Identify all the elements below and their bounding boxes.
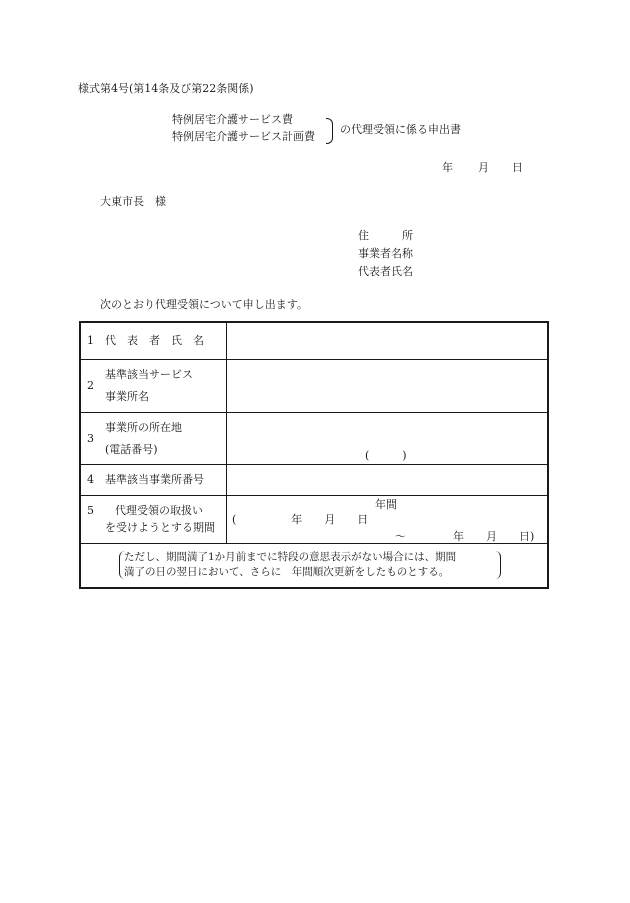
title-brace bbox=[326, 118, 333, 144]
date-day: 日 bbox=[512, 161, 523, 174]
row-label-text: を受けようとする期間 bbox=[105, 521, 215, 534]
row-label-text: 代 表 者 氏 名 bbox=[105, 334, 204, 347]
date-year: 年 bbox=[442, 161, 453, 174]
representative-name-field[interactable] bbox=[227, 322, 549, 360]
application-table bbox=[79, 321, 549, 589]
address-label: 住 所 bbox=[358, 229, 413, 242]
row-number: 1 bbox=[87, 334, 94, 347]
row-label bbox=[80, 413, 227, 465]
row-label-text: 事業所の所在地 bbox=[105, 421, 182, 434]
period-field[interactable] bbox=[227, 496, 549, 544]
row-number: 5 bbox=[87, 504, 94, 517]
business-number-field[interactable] bbox=[227, 465, 549, 496]
representative-label: 代表者氏名 bbox=[358, 265, 413, 278]
table-row bbox=[80, 496, 548, 544]
row-label-text: 基準該当事業所番号 bbox=[105, 473, 204, 486]
period-wave: 〜 bbox=[395, 530, 406, 543]
period-end: 年 月 日) bbox=[453, 530, 535, 543]
row-label-text: 代理受領の取扱い bbox=[115, 504, 203, 517]
row-number: 4 bbox=[87, 473, 94, 486]
form-number-label: 様式第4号(第14条及び第22条関係) bbox=[78, 82, 254, 95]
table-row bbox=[80, 360, 548, 413]
table-row bbox=[80, 322, 548, 360]
note-line-2: 満了の日の翌日において、さらに 年間順次更新をしたものとする。 bbox=[124, 566, 450, 578]
addressee: 大東市長 様 bbox=[100, 195, 166, 208]
row-label bbox=[80, 496, 227, 544]
row-label-text: 基準該当サービス bbox=[105, 368, 193, 381]
table-row bbox=[80, 465, 548, 496]
row-number: 2 bbox=[87, 379, 94, 392]
row-label-text: 事業所名 bbox=[105, 390, 149, 403]
business-name-field[interactable] bbox=[227, 360, 549, 413]
title-line-1: 特例居宅介護サービス費 bbox=[172, 113, 293, 126]
row-number: 3 bbox=[87, 432, 94, 445]
intro-text: 次のとおり代理受領について申し出ます。 bbox=[100, 298, 308, 311]
table-row bbox=[80, 413, 548, 465]
business-name-label: 事業者名称 bbox=[358, 247, 413, 260]
address-field[interactable] bbox=[227, 413, 549, 465]
row-label bbox=[80, 322, 227, 360]
period-years-label: 年間 bbox=[375, 498, 397, 511]
period-start: ( 年 月 日 bbox=[232, 513, 369, 526]
title-suffix: の代理受領に係る申出書 bbox=[340, 123, 461, 136]
note-line-1: ただし、期間満了1か月前までに特段の意思表示がない場合には、期間 bbox=[124, 551, 457, 563]
phone-parentheses: ( ) bbox=[365, 449, 407, 462]
row-label-text: (電話番号) bbox=[105, 443, 158, 456]
row-label bbox=[80, 465, 227, 496]
note-box bbox=[119, 551, 501, 579]
title-line-2: 特例居宅介護サービス計画費 bbox=[172, 130, 315, 143]
row-label bbox=[80, 360, 227, 413]
date-month: 月 bbox=[478, 161, 489, 174]
